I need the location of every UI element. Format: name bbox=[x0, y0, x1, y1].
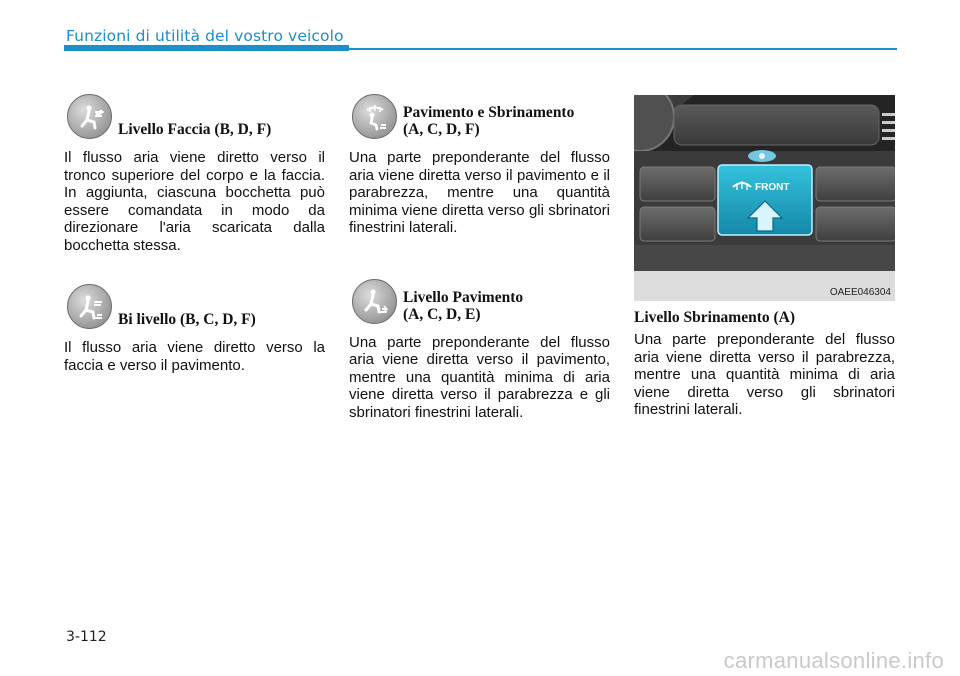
section-title: Livello Faccia (B, D, F) bbox=[118, 121, 272, 138]
section-floor-level bbox=[352, 279, 610, 324]
section-text: Il flusso aria viene diretto verso la faccia e verso il pavimento. bbox=[64, 339, 325, 374]
section-text: Una parte preponderante del flusso aria viene diretta verso il parabrezza, mentre una quantità minima di aria viene diretta verso gli sbrinatori finestrini laterali. bbox=[634, 331, 895, 418]
section-text: Una parte preponderante del flusso aria viene diretta verso il pavimento e il parabrezza, mentre una quantità minima viene diretta verso gli sbrinatori finestrini laterali. bbox=[349, 149, 610, 236]
front-button-label: FRONT bbox=[755, 182, 790, 193]
floor-defrost-icon bbox=[352, 94, 397, 139]
section-title bbox=[403, 289, 610, 323]
section-title: Livello Sbrinamento (A) bbox=[634, 309, 796, 326]
section-title-line1: Pavimento e Sbrinamento bbox=[403, 104, 575, 121]
face-vent-glyph bbox=[75, 102, 105, 132]
floor-defrost-glyph bbox=[360, 102, 390, 132]
column-2 bbox=[349, 94, 610, 421]
page-number: 3-112 bbox=[66, 629, 107, 645]
bi-level-vent-icon bbox=[67, 284, 112, 329]
header-rule bbox=[349, 48, 897, 50]
section-title-line2: (A, C, D, E) bbox=[403, 305, 481, 323]
watermark: carmanualsonline.info bbox=[723, 648, 944, 673]
section-text: Una parte preponderante del flusso aria viene diretta verso il pavimento, mentre una quantità minima di aria viene diretta verso il parabrezza e gli sbrinatori finestrini laterali. bbox=[349, 333, 610, 421]
section-bi-level bbox=[67, 284, 325, 329]
column-3 bbox=[634, 94, 895, 419]
climate-panel-illustration bbox=[634, 95, 895, 301]
face-vent-icon bbox=[67, 94, 112, 139]
section-title-line1: Livello Pavimento bbox=[403, 288, 524, 306]
bi-level-vent-glyph bbox=[75, 292, 105, 322]
figure-caption: OAEE046304 bbox=[829, 287, 891, 298]
section-text: Il flusso aria viene diretto verso il tronco superiore del corpo e la faccia. In aggiunta, ciascuna bocchetta può essere comandata in modo da direzionare l'aria scaricata dalla bocchetta stessa. bbox=[64, 149, 325, 254]
floor-vent-glyph bbox=[360, 286, 390, 316]
section-title bbox=[403, 104, 610, 138]
section-title: Bi livello (B, C, D, F) bbox=[118, 311, 256, 328]
section-face-level bbox=[67, 94, 325, 139]
floor-vent-icon bbox=[352, 279, 397, 324]
climate-panel-photo bbox=[634, 95, 895, 301]
header-bar bbox=[64, 45, 349, 51]
column-1 bbox=[64, 94, 325, 374]
section-floor-defrost bbox=[352, 94, 610, 139]
header-title: Funzioni di utilità del vostro veicolo bbox=[66, 27, 344, 45]
section-title-line2: (A, C, D, F) bbox=[403, 121, 480, 138]
